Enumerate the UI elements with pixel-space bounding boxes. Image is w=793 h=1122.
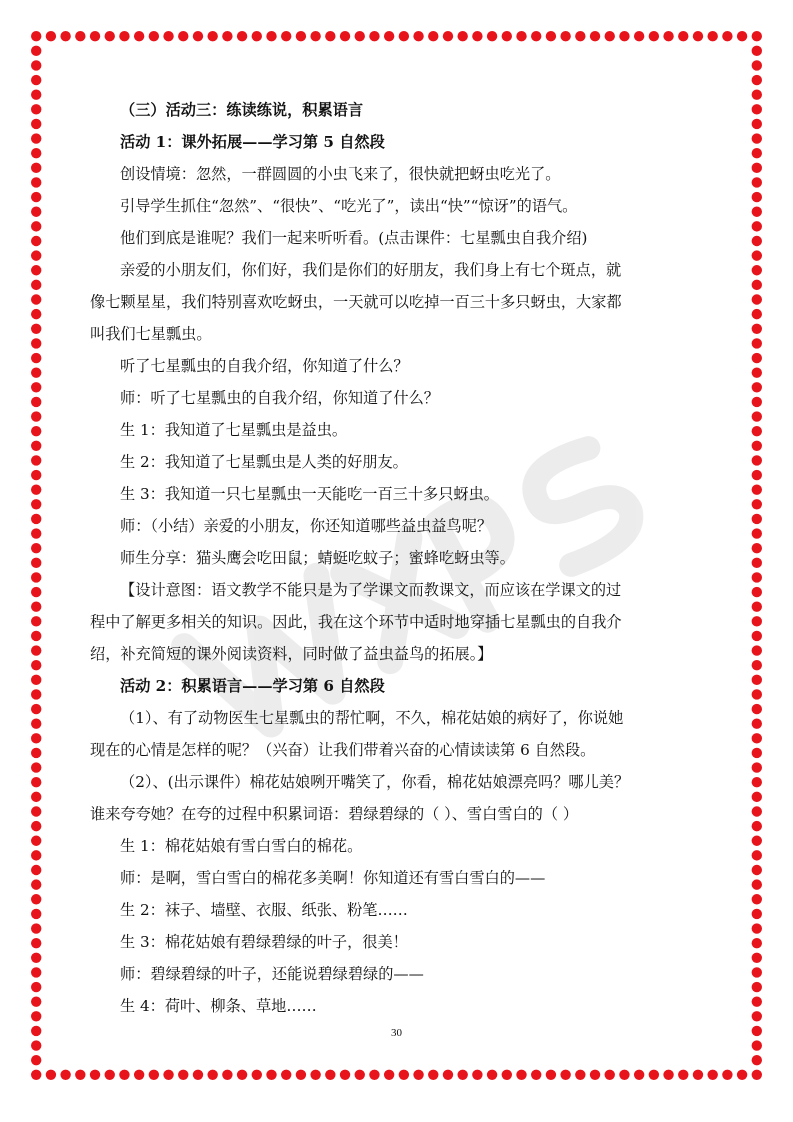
page-number: 30 bbox=[391, 1027, 402, 1039]
border-dot bbox=[663, 1070, 673, 1080]
paragraph-line: 听了七星瓢虫的自我介绍，你知道了什么？ bbox=[120, 357, 409, 375]
border-dot bbox=[31, 587, 41, 597]
border-dot bbox=[634, 1070, 644, 1080]
border-dot bbox=[31, 192, 41, 202]
border-dot bbox=[296, 31, 306, 41]
border-dot bbox=[752, 397, 762, 407]
border-dot bbox=[752, 996, 762, 1006]
border-dot bbox=[457, 31, 467, 41]
border-dot bbox=[752, 645, 762, 655]
section-heading: （三）活动三：练读练说，积累语言 bbox=[120, 101, 363, 119]
paragraph-line: 生 4：荷叶、柳条、草地…… bbox=[120, 997, 317, 1015]
border-dot bbox=[546, 1070, 556, 1080]
border-dot bbox=[163, 31, 173, 41]
border-dot bbox=[443, 1070, 453, 1080]
border-dot bbox=[31, 909, 41, 919]
border-dot bbox=[752, 353, 762, 363]
border-dot bbox=[31, 1040, 41, 1050]
paragraph-line: 创设情境：忽然，一群圆圆的小虫飞来了，很快就把蚜虫吃光了。 bbox=[120, 165, 561, 183]
border-dot bbox=[46, 1070, 56, 1080]
border-dot bbox=[60, 1070, 70, 1080]
border-dot bbox=[752, 953, 762, 963]
border-dot bbox=[752, 631, 762, 641]
border-dot bbox=[443, 31, 453, 41]
border-dot bbox=[369, 1070, 379, 1080]
border-dot bbox=[752, 236, 762, 246]
border-dot bbox=[163, 1070, 173, 1080]
border-dot bbox=[752, 31, 762, 41]
border-dot bbox=[752, 777, 762, 787]
border-dot bbox=[752, 499, 762, 509]
border-dot bbox=[75, 31, 85, 41]
border-dot bbox=[31, 601, 41, 611]
border-dot bbox=[399, 1070, 409, 1080]
paragraph-line: 师生分享：猫头鹰会吃田鼠；蜻蜓吃蚊子；蜜蜂吃蚜虫等。 bbox=[120, 549, 515, 567]
border-dot bbox=[31, 850, 41, 860]
border-dot bbox=[752, 148, 762, 158]
border-dot bbox=[31, 616, 41, 626]
border-dot bbox=[752, 294, 762, 304]
border-dot bbox=[752, 850, 762, 860]
border-dot bbox=[134, 1070, 144, 1080]
border-dot bbox=[31, 353, 41, 363]
border-dot bbox=[752, 909, 762, 919]
border-dot bbox=[31, 294, 41, 304]
border-dot bbox=[31, 1011, 41, 1021]
paragraph-line: 他们到底是谁呢？我们一起来听听看。(点击课件：七星瓢虫自我介绍) bbox=[120, 229, 588, 247]
paragraph-line: 师：（小结）亲爱的小朋友，你还知道哪些益虫益鸟呢？ bbox=[120, 517, 493, 535]
border-dot bbox=[752, 338, 762, 348]
paragraph-line: 生 2：我知道了七星瓢虫是人类的好朋友。 bbox=[120, 453, 408, 471]
border-dot bbox=[31, 221, 41, 231]
border-dot bbox=[369, 31, 379, 41]
border-dot bbox=[31, 996, 41, 1006]
border-dot bbox=[207, 1070, 217, 1080]
paragraph-line: 生 2：袜子、墙壁、衣服、纸张、粉笔…… bbox=[120, 901, 408, 919]
paragraph-line: 师：听了七星瓢虫的自我介绍，你知道了什么？ bbox=[120, 389, 439, 407]
border-dot bbox=[296, 1070, 306, 1080]
border-dot bbox=[752, 1070, 762, 1080]
border-dot bbox=[31, 1070, 41, 1080]
border-dot bbox=[355, 1070, 365, 1080]
border-dot bbox=[31, 265, 41, 275]
border-dot bbox=[31, 645, 41, 655]
border-dot bbox=[752, 879, 762, 889]
border-dot bbox=[31, 163, 41, 173]
border-dot bbox=[31, 484, 41, 494]
border-dot bbox=[752, 704, 762, 714]
paragraph-line: 亲爱的小朋友们，你们好，我们是你们的好朋友，我们身上有七个斑点，就 bbox=[120, 261, 622, 279]
border-dot bbox=[31, 938, 41, 948]
border-dot bbox=[752, 967, 762, 977]
border-dot bbox=[428, 31, 438, 41]
border-dot bbox=[502, 1070, 512, 1080]
border-dot bbox=[752, 426, 762, 436]
watermark-stroke-s bbox=[525, 441, 642, 567]
border-dot bbox=[31, 879, 41, 889]
border-dot bbox=[31, 631, 41, 641]
border-dot bbox=[31, 777, 41, 787]
border-dot bbox=[693, 1070, 703, 1080]
paragraph-line: 生 3：棉花姑娘有碧绿碧绿的叶子，很美！ bbox=[120, 933, 408, 951]
border-dot bbox=[31, 528, 41, 538]
border-dot bbox=[31, 543, 41, 553]
border-dot bbox=[752, 543, 762, 553]
design-intent-line: 绍，补充简短的课外阅读资料，同时做了益虫益鸟的拓展。】 bbox=[90, 645, 493, 663]
border-dot bbox=[281, 31, 291, 41]
border-dot bbox=[31, 148, 41, 158]
border-dot bbox=[560, 1070, 570, 1080]
border-dot bbox=[752, 455, 762, 465]
border-dot bbox=[31, 762, 41, 772]
border-dot bbox=[310, 1070, 320, 1080]
border-dot bbox=[310, 31, 320, 41]
border-dot bbox=[193, 1070, 203, 1080]
border-dot bbox=[31, 411, 41, 421]
border-dot bbox=[31, 953, 41, 963]
paragraph-line: 生 1：我知道了七星瓢虫是益虫。 bbox=[120, 421, 348, 439]
border-dot bbox=[31, 207, 41, 217]
border-dot bbox=[325, 31, 335, 41]
paragraph-line: （1）、有了动物医生七星瓢虫的帮忙啊，不久，棉花姑娘的病好了，你说她 bbox=[120, 709, 624, 727]
border-dot bbox=[752, 90, 762, 100]
border-dot bbox=[252, 31, 262, 41]
border-dot bbox=[237, 1070, 247, 1080]
border-dot bbox=[384, 31, 394, 41]
border-dot bbox=[31, 177, 41, 187]
border-dot bbox=[531, 31, 541, 41]
border-dot bbox=[149, 31, 159, 41]
border-dot bbox=[575, 31, 585, 41]
border-dot bbox=[31, 499, 41, 509]
border-dot bbox=[752, 177, 762, 187]
border-dot bbox=[752, 836, 762, 846]
border-dot bbox=[678, 1070, 688, 1080]
border-dot bbox=[752, 660, 762, 670]
border-dot bbox=[752, 382, 762, 392]
border-dot bbox=[31, 982, 41, 992]
border-dot bbox=[46, 31, 56, 41]
border-dot bbox=[752, 894, 762, 904]
border-dot bbox=[752, 163, 762, 173]
border-dot bbox=[590, 1070, 600, 1080]
border-dot bbox=[590, 31, 600, 41]
border-dot bbox=[752, 792, 762, 802]
border-dot bbox=[31, 250, 41, 260]
border-dot bbox=[752, 675, 762, 685]
border-dot bbox=[31, 894, 41, 904]
border-dot bbox=[649, 31, 659, 41]
border-dot bbox=[752, 601, 762, 611]
border-dot bbox=[752, 762, 762, 772]
border-dot bbox=[413, 31, 423, 41]
border-dot bbox=[752, 441, 762, 451]
border-dot bbox=[752, 484, 762, 494]
border-dot bbox=[31, 967, 41, 977]
border-dot bbox=[752, 280, 762, 290]
border-dot bbox=[119, 1070, 129, 1080]
border-dot bbox=[722, 1070, 732, 1080]
border-dot bbox=[737, 31, 747, 41]
border-dot bbox=[752, 982, 762, 992]
border-dot bbox=[31, 748, 41, 758]
border-dot bbox=[266, 1070, 276, 1080]
border-dot bbox=[31, 719, 41, 729]
paragraph-line: 像七颗星星，我们特别喜欢吃蚜虫，一天就可以吃掉一百三十多只蚜虫，大家都 bbox=[90, 293, 622, 311]
border-dot bbox=[752, 470, 762, 480]
border-dot bbox=[693, 31, 703, 41]
border-dot bbox=[707, 31, 717, 41]
border-dot bbox=[752, 309, 762, 319]
border-dot bbox=[105, 31, 115, 41]
activity1-heading: 活动 1：课外拓展——学习第 5 自然段 bbox=[120, 133, 385, 151]
border-dot bbox=[31, 572, 41, 582]
border-dot bbox=[119, 31, 129, 41]
border-dot bbox=[752, 587, 762, 597]
border-dot bbox=[31, 865, 41, 875]
border-dot bbox=[31, 733, 41, 743]
border-dot bbox=[516, 31, 526, 41]
border-dot bbox=[355, 31, 365, 41]
border-dot bbox=[237, 31, 247, 41]
border-dot bbox=[472, 1070, 482, 1080]
border-dot bbox=[457, 1070, 467, 1080]
border-dot bbox=[707, 1070, 717, 1080]
border-dot bbox=[31, 75, 41, 85]
border-dot bbox=[31, 704, 41, 714]
border-dot bbox=[178, 1070, 188, 1080]
border-dot bbox=[105, 1070, 115, 1080]
border-dot bbox=[340, 1070, 350, 1080]
border-dot bbox=[31, 675, 41, 685]
border-dot bbox=[605, 31, 615, 41]
border-dot bbox=[752, 119, 762, 129]
border-dot bbox=[31, 397, 41, 407]
activity2-heading: 活动 2：积累语言——学习第 6 自然段 bbox=[120, 677, 385, 695]
border-dot bbox=[678, 31, 688, 41]
border-dot bbox=[752, 572, 762, 582]
border-dot bbox=[752, 821, 762, 831]
border-dot bbox=[752, 528, 762, 538]
border-dot bbox=[31, 324, 41, 334]
border-dot bbox=[575, 1070, 585, 1080]
border-dot bbox=[722, 31, 732, 41]
border-dot bbox=[752, 719, 762, 729]
border-dot bbox=[663, 31, 673, 41]
border-dot bbox=[60, 31, 70, 41]
border-dot bbox=[752, 250, 762, 260]
border-dot bbox=[752, 265, 762, 275]
border-dot bbox=[384, 1070, 394, 1080]
paragraph-line: （2）、(出示课件）棉花姑娘咧开嘴笑了，你看，棉花姑娘漂亮吗？哪儿美？ bbox=[120, 773, 630, 791]
border-dot bbox=[752, 192, 762, 202]
border-dot bbox=[266, 31, 276, 41]
border-dot bbox=[31, 119, 41, 129]
border-dot bbox=[149, 1070, 159, 1080]
border-dot bbox=[619, 1070, 629, 1080]
border-dot bbox=[737, 1070, 747, 1080]
border-dot bbox=[31, 923, 41, 933]
border-dot bbox=[487, 31, 497, 41]
border-dot bbox=[31, 236, 41, 246]
border-dot bbox=[531, 1070, 541, 1080]
border-dot bbox=[752, 221, 762, 231]
border-dot bbox=[752, 733, 762, 743]
border-dot bbox=[605, 1070, 615, 1080]
paragraph-line: 现在的心情是怎样的呢？（兴奋）让我们带着兴奋的心情读读第 6 自然段。 bbox=[90, 741, 596, 759]
border-dot bbox=[752, 324, 762, 334]
border-dot bbox=[619, 31, 629, 41]
border-dot bbox=[502, 31, 512, 41]
border-dot bbox=[752, 75, 762, 85]
border-dot bbox=[178, 31, 188, 41]
border-dot bbox=[546, 31, 556, 41]
paragraph-line: 师：碧绿碧绿的叶子，还能说碧绿碧绿的—— bbox=[120, 965, 424, 983]
border-dot bbox=[752, 923, 762, 933]
border-dot bbox=[31, 309, 41, 319]
border-dot bbox=[31, 31, 41, 41]
border-dot bbox=[752, 367, 762, 377]
border-dot bbox=[31, 455, 41, 465]
paragraph-line: 生 1：棉花姑娘有雪白雪白的棉花。 bbox=[120, 837, 363, 855]
border-dot bbox=[222, 31, 232, 41]
paragraph-line: 生 3：我知道一只七星瓢虫一天能吃一百三十多只蚜虫。 bbox=[120, 485, 499, 503]
border-dot bbox=[752, 1011, 762, 1021]
border-dot bbox=[31, 338, 41, 348]
border-dot bbox=[90, 1070, 100, 1080]
border-dot bbox=[75, 1070, 85, 1080]
border-dot bbox=[752, 1055, 762, 1065]
border-dot bbox=[31, 689, 41, 699]
border-dot bbox=[752, 616, 762, 626]
border-dot bbox=[222, 1070, 232, 1080]
border-dot bbox=[752, 865, 762, 875]
border-dot bbox=[31, 558, 41, 568]
border-dot bbox=[252, 1070, 262, 1080]
border-dot bbox=[752, 411, 762, 421]
border-dot bbox=[752, 514, 762, 524]
border-dot bbox=[752, 558, 762, 568]
border-dot bbox=[752, 60, 762, 70]
border-dot bbox=[31, 60, 41, 70]
border-dot bbox=[281, 1070, 291, 1080]
border-dot bbox=[752, 689, 762, 699]
border-dot bbox=[560, 31, 570, 41]
paragraph-line: 叫我们七星瓢虫。 bbox=[90, 325, 212, 343]
border-dot bbox=[472, 31, 482, 41]
paragraph-line: 谁来夸夸她？在夸的过程中积累词语：碧绿碧绿的（ ）、雪白雪白的（ ） bbox=[90, 805, 579, 823]
border-dot bbox=[752, 46, 762, 56]
border-dot bbox=[193, 31, 203, 41]
border-dot bbox=[134, 31, 144, 41]
border-dot bbox=[31, 514, 41, 524]
design-intent-line: 【设计意图：语文教学不能只是为了学课文而教课文，而应该在学课文的过 bbox=[120, 581, 622, 599]
paragraph-line: 师：是啊，雪白雪白的棉花多美啊！你知道还有雪白雪白的—— bbox=[120, 869, 546, 887]
border-dot bbox=[90, 31, 100, 41]
border-dot bbox=[340, 31, 350, 41]
border-dot bbox=[752, 104, 762, 114]
border-dot bbox=[31, 836, 41, 846]
design-intent-line: 程中了解更多相关的知识。因此，我在这个环节中适时地穿插七星瓢虫的自我介 bbox=[90, 613, 622, 631]
border-dot bbox=[31, 426, 41, 436]
border-dot bbox=[31, 382, 41, 392]
border-dot bbox=[649, 1070, 659, 1080]
border-dot bbox=[752, 806, 762, 816]
border-dot bbox=[428, 1070, 438, 1080]
border-dot bbox=[413, 1070, 423, 1080]
border-dot bbox=[487, 1070, 497, 1080]
border-dot bbox=[207, 31, 217, 41]
border-dot bbox=[31, 133, 41, 143]
border-dot bbox=[31, 821, 41, 831]
border-dot bbox=[31, 280, 41, 290]
paragraph-line: 引导学生抓住“忽然”、“很快”、“吃光了”，读出“快”“惊讶”的语气。 bbox=[120, 197, 578, 215]
border-dot bbox=[634, 31, 644, 41]
border-dot bbox=[752, 938, 762, 948]
border-dot bbox=[31, 90, 41, 100]
border-dot bbox=[31, 806, 41, 816]
border-dot bbox=[31, 104, 41, 114]
border-dot bbox=[516, 1070, 526, 1080]
border-dot bbox=[752, 748, 762, 758]
border-dot bbox=[31, 470, 41, 480]
border-dot bbox=[31, 441, 41, 451]
border-dot bbox=[752, 207, 762, 217]
border-dot bbox=[31, 46, 41, 56]
border-dot bbox=[399, 31, 409, 41]
border-dot bbox=[31, 1055, 41, 1065]
border-dot bbox=[325, 1070, 335, 1080]
border-dot bbox=[31, 367, 41, 377]
border-dot bbox=[31, 660, 41, 670]
border-dot bbox=[752, 133, 762, 143]
border-dot bbox=[31, 792, 41, 802]
border-dot bbox=[752, 1040, 762, 1050]
